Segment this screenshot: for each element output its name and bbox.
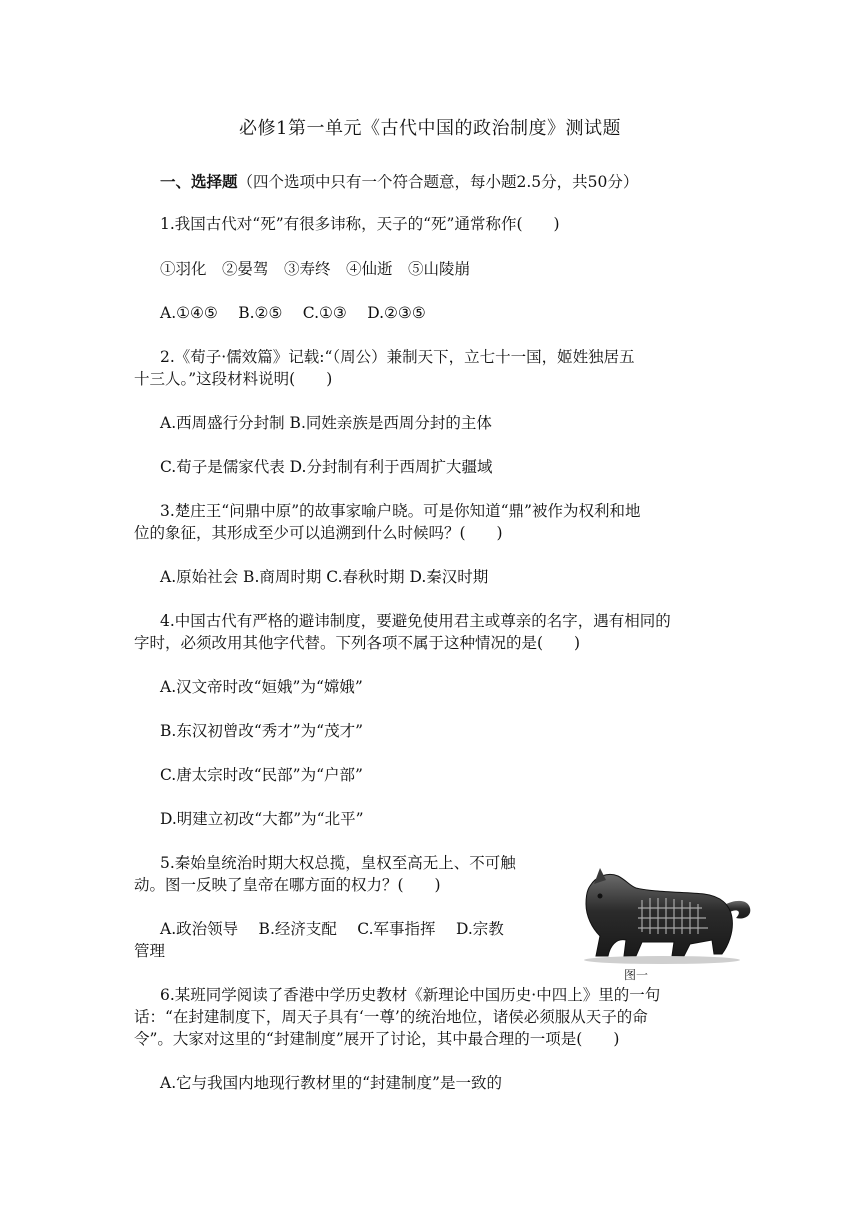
- q4-option-b: B.东汉初曾改“秀才”为“茂才”: [160, 722, 364, 740]
- section-heading-note: （四个选项中只有一个符合题意，每小题2.5分，共50分）: [237, 173, 639, 191]
- q1-items: ①羽化 ②晏驾 ③寿终 ④仙逝 ⑤山陵崩: [160, 260, 471, 278]
- section-heading: [160, 174, 638, 191]
- q4-option-d: D.明建立初改“大都”为“北平”: [160, 810, 364, 828]
- q5-options-line1: A.政治领导 B.经济支配 C.军事指挥 D.宗教: [160, 920, 504, 938]
- q4-option-c: C.唐太宗时改“民部”为“户部”: [160, 766, 363, 784]
- q2-options-line2: C.荀子是儒家代表 D.分封制有利于西周扩大疆域: [160, 458, 493, 476]
- page-title: 必修1第一单元《古代中国的政治制度》测试题: [239, 118, 621, 139]
- q2-stem-line1: 2.《荀子·儒效篇》记载:“（周公）兼制天下，立七十一国，姬姓独居五: [160, 348, 635, 366]
- q4-option-a: A.汉文帝时改“姮娥”为“嫦娥”: [160, 678, 363, 696]
- figure-caption: 图一: [624, 968, 649, 982]
- q5-stem-line1: 5.秦始皇统治时期大权总揽，皇权至高无上、不可触: [160, 854, 516, 872]
- q6-stem-line3: 令”。大家对这里的“封建制度”展开了讨论，其中最合理的一项是( ): [134, 1030, 620, 1048]
- q4-stem-line2: 字时，必须改用其他字代替。下列各项不属于这种情况的是( ): [134, 634, 581, 652]
- q6-stem-line1: 6.某班同学阅读了香港中学历史教材《新理论中国历史·中四上》里的一句: [160, 986, 661, 1004]
- q3-options: A.原始社会 B.商周时期 C.春秋时期 D.秦汉时期: [160, 568, 489, 586]
- tiger-tally-image: [572, 846, 752, 982]
- section-heading-label: 一、选择题: [160, 172, 238, 191]
- q1-stem: 1.我国古代对“死”有很多讳称，天子的“死”通常称作( ): [160, 215, 560, 233]
- q6-option-a: A.它与我国内地现行教材里的“封建制度”是一致的: [160, 1074, 502, 1092]
- q1-options: A.①④⑤ B.②⑤ C.①③ D.②③⑤: [160, 304, 426, 322]
- q6-stem-line2: 话：“在封建制度下，周天子具有‘一尊’的统治地位，诸侯必须服从天子的命: [134, 1008, 648, 1026]
- q3-stem-line1: 3.楚庄王“问鼎中原”的故事家喻户晓。可是你知道“鼎”被作为权利和地: [160, 502, 641, 520]
- q5-stem-line2: 动。图一反映了皇帝在哪方面的权力？( ): [134, 876, 441, 894]
- q2-options-line1: A.西周盛行分封制 B.同姓亲族是西周分封的主体: [160, 414, 492, 432]
- q3-stem-line2: 位的象征，其形成至少可以追溯到什么时候吗？( ): [134, 524, 503, 542]
- q5-options-line2: 管理: [134, 942, 166, 960]
- q4-stem-line1: 4.中国古代有严格的避讳制度，要避免使用君主或尊亲的名字，遇有相同的: [160, 612, 671, 630]
- q2-stem-line2: 十三人。”这段材料说明( ): [134, 370, 333, 388]
